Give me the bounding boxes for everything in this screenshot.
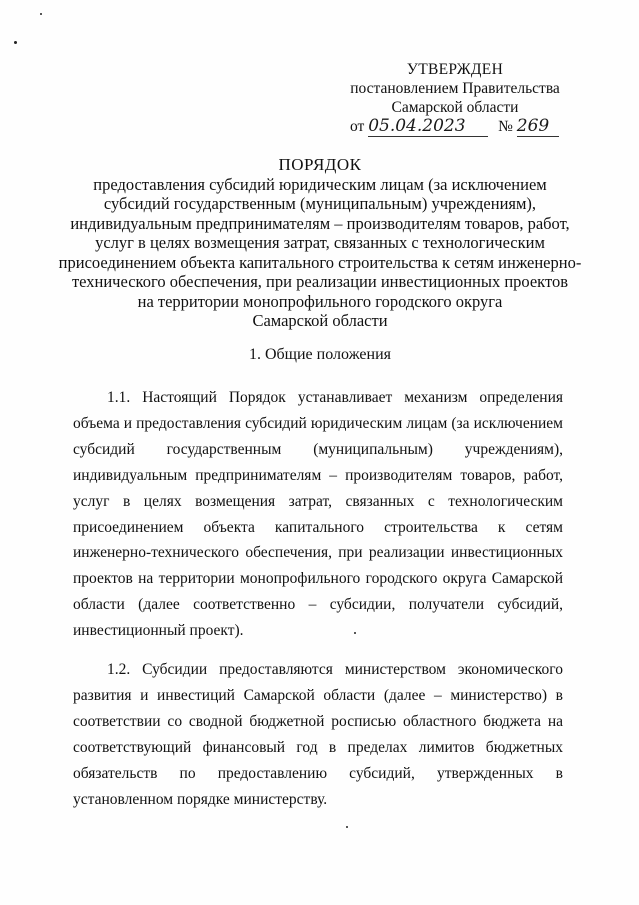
approval-heading: УТВЕРЖДЕН: [406, 61, 504, 78]
approval-line-2: Самарской области: [391, 99, 519, 116]
title-line: на территории монопрофильного городского округа: [137, 291, 503, 311]
handwritten-number: 269: [517, 116, 559, 137]
document-title-block: [40, 155, 600, 331]
title-line: присоединением объекта капитального строительства к сетям инженерно-: [58, 252, 582, 272]
document-title: ПОРЯДОК: [278, 155, 362, 174]
title-line: субсидий государственным (муниципальным) учреждениям),: [103, 194, 537, 213]
handwritten-date: 05.04.2023: [368, 116, 488, 137]
scan-speck: [346, 826, 348, 828]
approval-stamp-block: [330, 60, 580, 117]
date-prefix: от: [350, 118, 365, 135]
approval-date-line: [350, 116, 570, 137]
title-line: технического обеспечения, при реализации инвестиционных проектов: [71, 272, 569, 291]
title-line: предоставления субсидий юридическим лицам (за исключением: [93, 174, 547, 194]
number-prefix: №: [498, 118, 513, 135]
section-heading: 1. Общие положения: [248, 346, 392, 363]
title-line: индивидуальным предпринимателям – производителям товаров, работ,: [70, 213, 570, 233]
paragraph-1-2: 1.2. Субсидии предоставляются министерством экономического развития и инвестиций Самарской области (далее – министерство) в соответствии со сводной бюджетной росписью областного бюджета на соответствующий финансовый год в пределах лимитов бюджетных обязательств по предоставлению субсидий, утвержденных в установленном порядке министерству.: [73, 661, 563, 808]
scan-speck: [40, 13, 42, 15]
title-line: Самарской области: [252, 311, 388, 330]
scan-speck: [14, 41, 17, 44]
paragraph-1-1: 1.1. Настоящий Порядок устанавливает механизм определения объема и предоставления субсидий юридическим лицам (за исключением субсидий государственным (муниципальным) учреждениям), индивидуальным предпринимателям – производителям товаров, работ, услуг в целях возмещения затрат, связанных с технологическим присоединением объекта капитального строительства к сетям инженерно-технического обеспечения, при реализации инвестиционных проектов на территории монопрофильного городского округа Самарской области (далее соответственно – субсидии, получатели субсидий, инвестиционный проект).: [73, 389, 563, 640]
approval-line-1: постановлением Правительства: [350, 80, 560, 97]
title-line: услуг в целях возмещения затрат, связанных с технологическим: [95, 233, 545, 252]
